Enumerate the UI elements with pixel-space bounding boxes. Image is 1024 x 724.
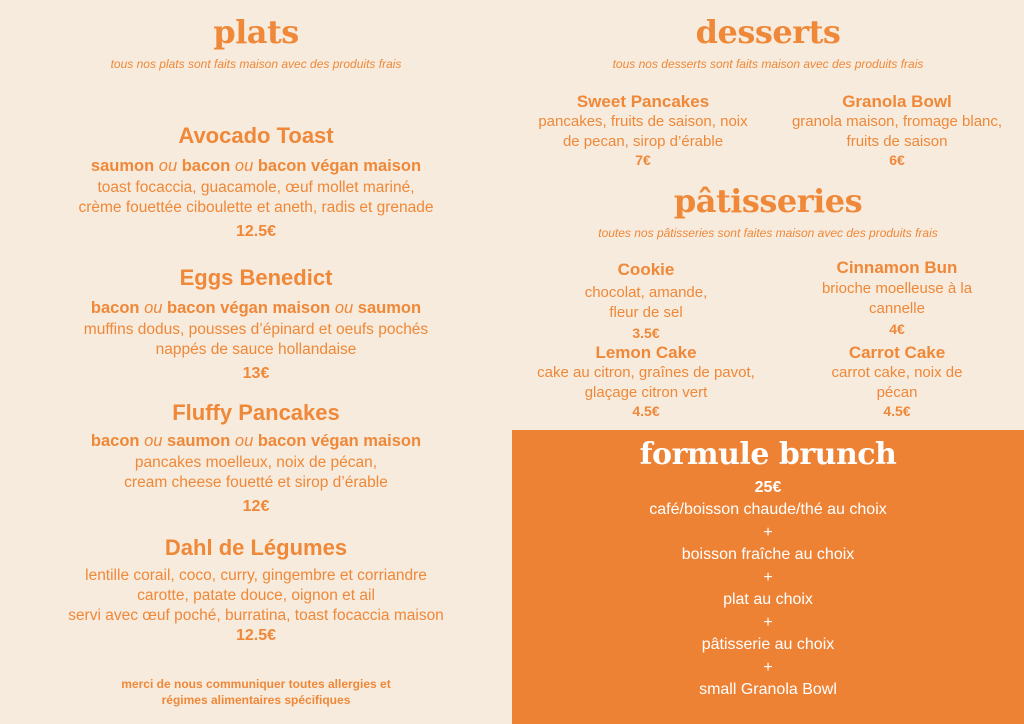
item-description-line: cannelle: [869, 300, 925, 317]
item-description-line: cake au citron, graînes de pavot,: [537, 364, 755, 381]
desserts-tagline: tous nos desserts sont faits maison avec des produits frais: [612, 57, 924, 71]
item-description-line: brioche moelleuse à la: [821, 280, 973, 297]
brunch-item: boisson fraîche au choix: [681, 546, 855, 563]
dish-description-line: crème fouettée ciboulette et aneth, radis et grenade: [78, 199, 434, 216]
dish-price: 12.5€: [235, 627, 277, 644]
item-description-line: granola maison, fromage blanc,: [791, 113, 1003, 130]
brunch-items: [512, 499, 1024, 702]
dish-description-line: lentille corail, coco, curry, gingembre et corriandre: [85, 567, 427, 584]
option: saumon: [357, 299, 422, 317]
item-description-line: fleur de sel: [609, 304, 683, 321]
dish-name: Avocado Toast: [178, 123, 334, 148]
item-price: 4.5€: [632, 403, 660, 419]
item-price: 7€: [635, 152, 651, 168]
dish-options: [0, 156, 512, 176]
item-name: Cookie: [617, 260, 675, 279]
option: bacon: [90, 299, 140, 317]
patisserie-cinnamon-bun: [770, 258, 1024, 337]
item-price: 6€: [889, 152, 905, 168]
item-name: Cinnamon Bun: [836, 258, 958, 277]
patisseries-title: pâtisseries: [673, 182, 863, 220]
item-description-line: pécan: [876, 384, 918, 401]
item-name: Lemon Cake: [595, 343, 697, 362]
dish-eggs-benedict: [0, 266, 512, 384]
allergy-note: [0, 676, 512, 708]
dish-dahl-de-legumes: [0, 536, 512, 646]
dish-description-line: servi avec œuf poché, burratina, toast focaccia maison: [68, 607, 444, 624]
patisseries-tagline: toutes nos pâtisseries sont faites maison avec des produits frais: [598, 226, 938, 240]
brunch-item: pâtisserie au choix: [701, 636, 835, 653]
item-price: 3.5€: [632, 325, 660, 341]
dish-description-line: muffins dodus, pousses d’épinard et oeufs pochés: [83, 321, 429, 338]
item-name: Carrot Cake: [848, 343, 946, 362]
option-separator: ou: [230, 432, 258, 450]
dessert-granola-bowl: [770, 92, 1024, 168]
dish-options: [0, 298, 512, 318]
dish-price: 12€: [242, 498, 270, 515]
dish-description-line: nappés de sauce hollandaise: [155, 341, 357, 358]
brunch-item: café/boisson chaude/thé au choix: [649, 501, 887, 518]
option: bacon végan maison: [257, 157, 422, 175]
plus-separator: +: [763, 568, 773, 586]
brunch-title: formule brunch: [639, 437, 897, 472]
item-description-line: chocolat, amande,: [584, 284, 708, 301]
dish-options: [0, 431, 512, 451]
plus-separator: +: [763, 613, 773, 631]
plats-title: plats: [213, 13, 299, 51]
option-separator: ou: [139, 432, 168, 450]
option-separator: ou: [330, 299, 358, 317]
option-separator: ou: [154, 157, 182, 175]
plus-separator: +: [763, 658, 773, 676]
patisserie-carrot-cake: [770, 343, 1024, 419]
option: bacon végan maison: [257, 432, 422, 450]
dish-description-line: cream cheese fouetté et sirop d’érable: [124, 474, 388, 491]
dish-price: 12.5€: [235, 223, 277, 240]
option: bacon végan maison: [167, 299, 331, 317]
item-name: Granola Bowl: [842, 92, 952, 111]
dish-fluffy-pancakes: [0, 401, 512, 517]
patisserie-cookie: [516, 260, 776, 341]
option: saumon: [167, 432, 231, 450]
plats-tagline: tous nos plats sont faits maison avec des produits frais: [110, 57, 402, 71]
option: bacon: [181, 157, 231, 175]
item-price: 4.5€: [883, 403, 911, 419]
item-name: Sweet Pancakes: [576, 92, 710, 111]
dish-name: Eggs Benedict: [179, 265, 333, 290]
dish-name: Dahl de Légumes: [164, 535, 348, 560]
patisserie-lemon-cake: [516, 343, 776, 419]
dish-description-line: pancakes moelleux, noix de pécan,: [134, 454, 378, 471]
allergy-note-line: régimes alimentaires spécifiques: [161, 693, 351, 707]
brunch-item: plat au choix: [723, 591, 813, 608]
option: saumon: [90, 157, 155, 175]
dish-avocado-toast: [0, 124, 512, 242]
brunch-panel: [512, 430, 1024, 724]
plus-separator: +: [763, 523, 773, 541]
allergy-note-line: merci de nous communiquer toutes allergies et: [121, 677, 391, 691]
brunch-item: small Granola Bowl: [699, 681, 837, 698]
dish-price: 13€: [242, 365, 270, 382]
dish-description-line: carotte, patate douce, oignon et ail: [137, 587, 375, 604]
item-price: 4€: [889, 321, 905, 337]
item-description-line: pancakes, fruits de saison, noix: [538, 113, 748, 130]
brunch-price: 25€: [754, 479, 782, 496]
item-description-line: fruits de saison: [846, 133, 948, 150]
option-separator: ou: [230, 157, 258, 175]
option-separator: ou: [139, 299, 168, 317]
dessert-sweet-pancakes: [516, 92, 770, 168]
option: bacon: [90, 432, 140, 450]
desserts-title: desserts: [695, 13, 841, 51]
item-description-line: de pecan, sirop d’érable: [562, 133, 724, 150]
dish-name: Fluffy Pancakes: [172, 400, 340, 425]
dish-description-line: toast focaccia, guacamole, œuf mollet mariné,: [97, 179, 415, 196]
item-description-line: carrot cake, noix de: [831, 364, 963, 381]
item-description-line: glaçage citron vert: [584, 384, 708, 401]
